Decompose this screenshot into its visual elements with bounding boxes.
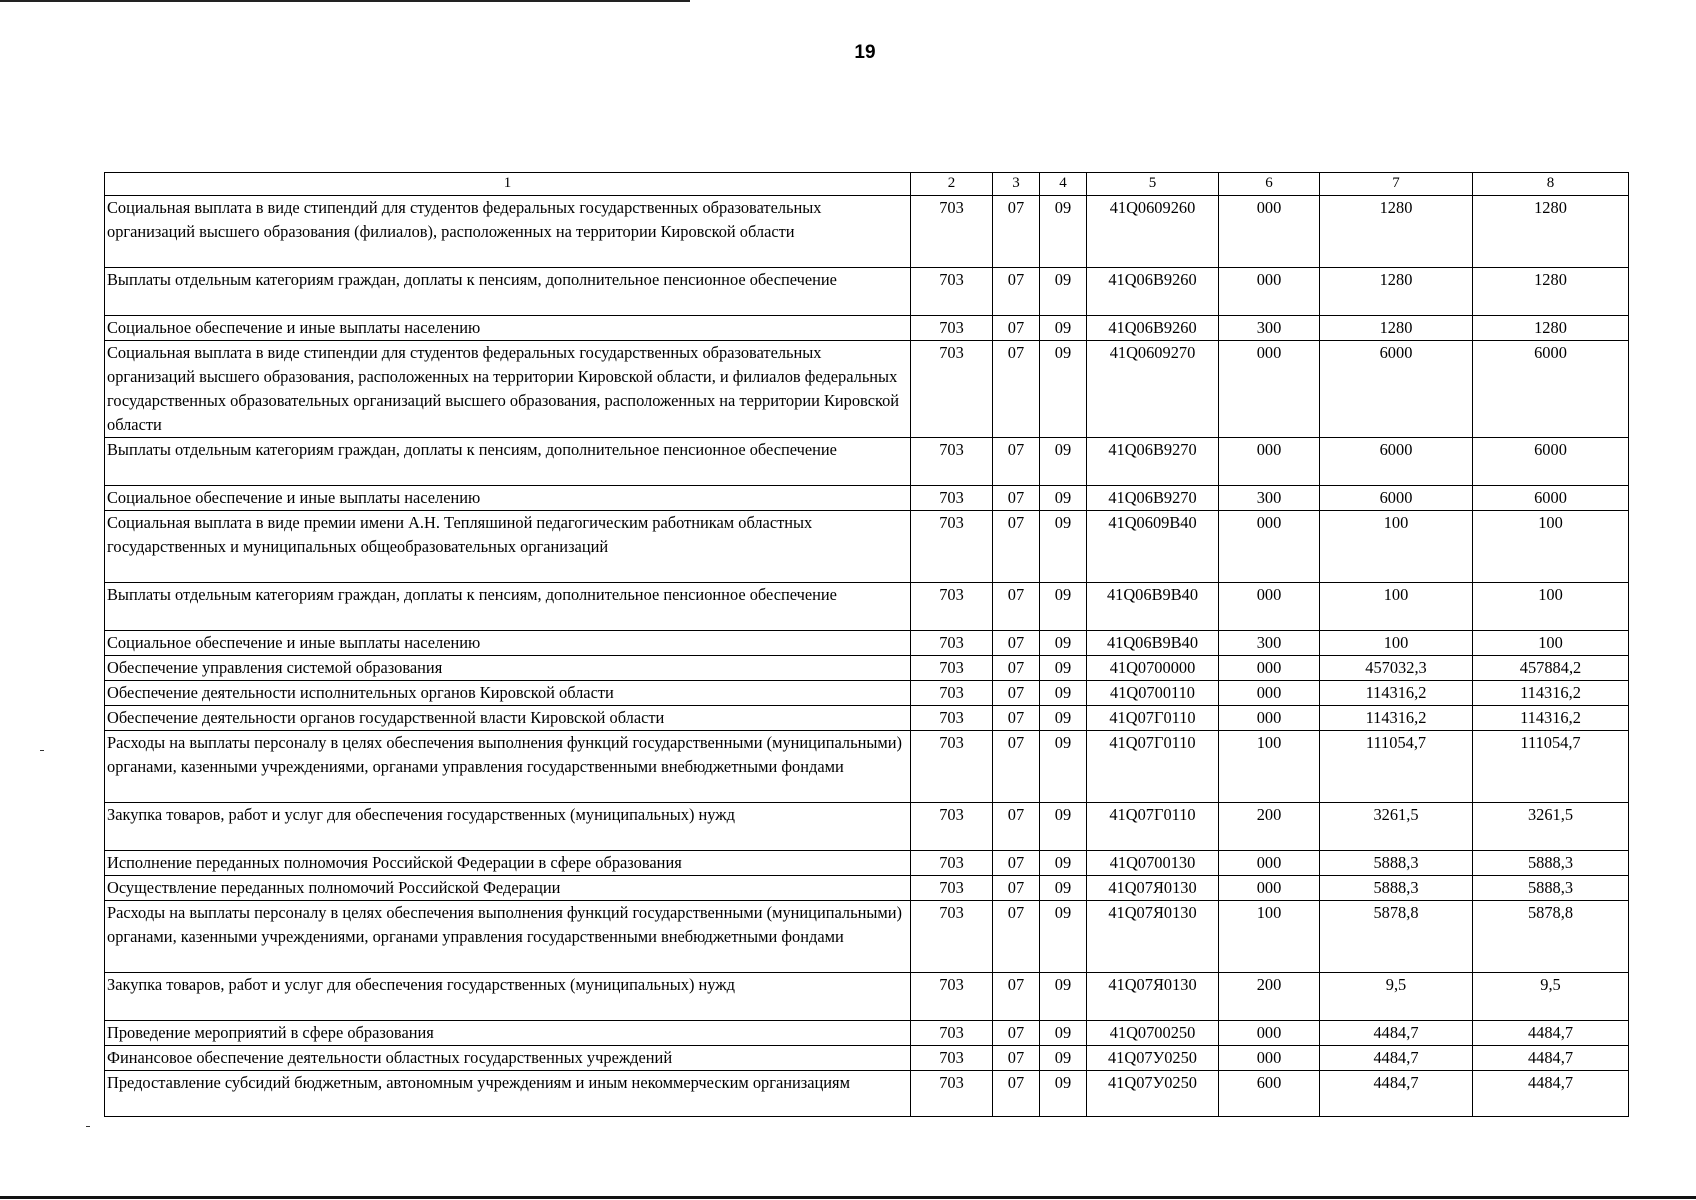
- section-cell: 07: [993, 681, 1040, 706]
- amount-cell-col8: 6000: [1473, 486, 1629, 511]
- expense-type-cell: 000: [1219, 268, 1320, 316]
- target-article-cell: 41Q07У0250: [1087, 1071, 1219, 1117]
- amount-cell-col8: 100: [1473, 511, 1629, 583]
- code-cell: 703: [911, 196, 993, 268]
- subsection-cell: 09: [1040, 196, 1087, 268]
- code-cell: 703: [911, 656, 993, 681]
- amount-cell-col7: 100: [1320, 631, 1473, 656]
- expense-type-cell: 000: [1219, 1046, 1320, 1071]
- amount-cell-col7: 1280: [1320, 196, 1473, 268]
- table-row: [105, 631, 1629, 656]
- row-name-cell: Социальное обеспечение и иные выплаты населению: [105, 631, 911, 656]
- target-article-cell: 41Q0609270: [1087, 341, 1219, 438]
- row-name-cell: Предоставление субсидий бюджетным, автономным учреждениям и иным некоммерческим организациям: [105, 1071, 911, 1117]
- table-row: [105, 438, 1629, 486]
- target-article-cell: 41Q07Я0130: [1087, 973, 1219, 1021]
- code-cell: 703: [911, 901, 993, 973]
- expense-type-cell: 300: [1219, 631, 1320, 656]
- amount-cell-col8: 1280: [1473, 196, 1629, 268]
- expense-type-cell: 600: [1219, 1071, 1320, 1117]
- table-row: [105, 706, 1629, 731]
- expense-type-cell: 000: [1219, 681, 1320, 706]
- amount-cell-col7: 114316,2: [1320, 681, 1473, 706]
- section-cell: 07: [993, 438, 1040, 486]
- amount-cell-col8: 4484,7: [1473, 1071, 1629, 1117]
- target-article-cell: 41Q06B9260: [1087, 268, 1219, 316]
- target-article-cell: 41Q06B9270: [1087, 438, 1219, 486]
- target-article-cell: 41Q06B9270: [1087, 486, 1219, 511]
- target-article-cell: 41Q0609260: [1087, 196, 1219, 268]
- row-name-cell: Закупка товаров, работ и услуг для обеспечения государственных (муниципальных) нужд: [105, 803, 911, 851]
- subsection-cell: 09: [1040, 438, 1087, 486]
- amount-cell-col7: 457032,3: [1320, 656, 1473, 681]
- subsection-cell: 09: [1040, 851, 1087, 876]
- table-row: [105, 731, 1629, 803]
- amount-cell-col7: 5888,3: [1320, 851, 1473, 876]
- expense-type-cell: 300: [1219, 316, 1320, 341]
- column-header: 8: [1473, 173, 1629, 196]
- code-cell: 703: [911, 486, 993, 511]
- expense-type-cell: 200: [1219, 803, 1320, 851]
- amount-cell-col8: 1280: [1473, 316, 1629, 341]
- code-cell: 703: [911, 438, 993, 486]
- row-name-cell: Выплаты отдельным категориям граждан, доплаты к пенсиям, дополнительное пенсионное обеспечение: [105, 268, 911, 316]
- row-name-cell: Осуществление переданных полномочий Российской Федерации: [105, 876, 911, 901]
- amount-cell-col8: 6000: [1473, 341, 1629, 438]
- section-cell: 07: [993, 901, 1040, 973]
- table-body: [105, 196, 1629, 1117]
- target-article-cell: 41Q07У0250: [1087, 1046, 1219, 1071]
- amount-cell-col8: 100: [1473, 583, 1629, 631]
- table-row: [105, 851, 1629, 876]
- amount-cell-col7: 111054,7: [1320, 731, 1473, 803]
- amount-cell-col8: 6000: [1473, 438, 1629, 486]
- section-cell: 07: [993, 341, 1040, 438]
- amount-cell-col8: 4484,7: [1473, 1021, 1629, 1046]
- row-name-cell: Исполнение переданных полномочия Российской Федерации в сфере образования: [105, 851, 911, 876]
- table-row: [105, 973, 1629, 1021]
- expense-type-cell: 200: [1219, 973, 1320, 1021]
- section-cell: 07: [993, 1021, 1040, 1046]
- expense-type-cell: 000: [1219, 1021, 1320, 1046]
- table-row: [105, 803, 1629, 851]
- subsection-cell: 09: [1040, 731, 1087, 803]
- amount-cell-col7: 114316,2: [1320, 706, 1473, 731]
- section-cell: 07: [993, 731, 1040, 803]
- amount-cell-col7: 6000: [1320, 486, 1473, 511]
- amount-cell-col7: 4484,7: [1320, 1071, 1473, 1117]
- section-cell: 07: [993, 486, 1040, 511]
- target-article-cell: 41Q07Г0110: [1087, 731, 1219, 803]
- row-name-cell: Расходы на выплаты персоналу в целях обеспечения выполнения функций государственными (муниципальными) органами, казенными учреждениями, органами управления государственными внебюджетными фондами: [105, 901, 911, 973]
- section-cell: 07: [993, 876, 1040, 901]
- subsection-cell: 09: [1040, 681, 1087, 706]
- code-cell: 703: [911, 511, 993, 583]
- row-name-cell: Финансовое обеспечение деятельности областных государственных учреждений: [105, 1046, 911, 1071]
- scan-edge-top: [0, 0, 690, 2]
- target-article-cell: 41Q0609B40: [1087, 511, 1219, 583]
- row-name-cell: Обеспечение управления системой образования: [105, 656, 911, 681]
- section-cell: 07: [993, 803, 1040, 851]
- expense-type-cell: 000: [1219, 196, 1320, 268]
- column-header: 3: [993, 173, 1040, 196]
- subsection-cell: 09: [1040, 631, 1087, 656]
- column-header: 5: [1087, 173, 1219, 196]
- expense-type-cell: 100: [1219, 901, 1320, 973]
- column-header: 6: [1219, 173, 1320, 196]
- row-name-cell: Социальная выплата в виде стипендии для студентов федеральных государственных образовательных организаций высшего образования, расположенных на территории Кировской области, и филиалов федеральных государственных образовательных организаций высшего образования, расположенных на территории Кировской области: [105, 341, 911, 438]
- row-name-cell: Социальное обеспечение и иные выплаты населению: [105, 486, 911, 511]
- amount-cell-col7: 100: [1320, 583, 1473, 631]
- amount-cell-col7: 1280: [1320, 268, 1473, 316]
- table-row: [105, 511, 1629, 583]
- column-header: 2: [911, 173, 993, 196]
- table-row: [105, 1046, 1629, 1071]
- expense-type-cell: 000: [1219, 876, 1320, 901]
- code-cell: 703: [911, 1046, 993, 1071]
- subsection-cell: 09: [1040, 486, 1087, 511]
- scan-speck: [86, 1126, 90, 1127]
- row-name-cell: Социальное обеспечение и иные выплаты населению: [105, 316, 911, 341]
- code-cell: 703: [911, 316, 993, 341]
- amount-cell-col7: 6000: [1320, 341, 1473, 438]
- row-name-cell: Социальная выплата в виде премии имени А.Н. Тепляшиной педагогическим работникам областных государственных и муниципальных общеобразовательных организаций: [105, 511, 911, 583]
- amount-cell-col8: 111054,7: [1473, 731, 1629, 803]
- code-cell: 703: [911, 341, 993, 438]
- expense-type-cell: 000: [1219, 438, 1320, 486]
- section-cell: 07: [993, 973, 1040, 1021]
- subsection-cell: 09: [1040, 316, 1087, 341]
- table-row: [105, 681, 1629, 706]
- amount-cell-col7: 1280: [1320, 316, 1473, 341]
- target-article-cell: 41Q06B9260: [1087, 316, 1219, 341]
- code-cell: 703: [911, 731, 993, 803]
- row-name-cell: Закупка товаров, работ и услуг для обеспечения государственных (муниципальных) нужд: [105, 973, 911, 1021]
- amount-cell-col8: 457884,2: [1473, 656, 1629, 681]
- target-article-cell: 41Q07Г0110: [1087, 706, 1219, 731]
- scan-speck: [40, 750, 44, 751]
- section-cell: 07: [993, 316, 1040, 341]
- section-cell: 07: [993, 268, 1040, 316]
- subsection-cell: 09: [1040, 341, 1087, 438]
- amount-cell-col8: 9,5: [1473, 973, 1629, 1021]
- amount-cell-col8: 1280: [1473, 268, 1629, 316]
- target-article-cell: 41Q0700110: [1087, 681, 1219, 706]
- amount-cell-col7: 100: [1320, 511, 1473, 583]
- page-number: 19: [854, 42, 876, 63]
- section-cell: 07: [993, 631, 1040, 656]
- subsection-cell: 09: [1040, 876, 1087, 901]
- table-row: [105, 196, 1629, 268]
- subsection-cell: 09: [1040, 973, 1087, 1021]
- amount-cell-col8: 5878,8: [1473, 901, 1629, 973]
- table-row: [105, 268, 1629, 316]
- code-cell: 703: [911, 681, 993, 706]
- table-row: [105, 341, 1629, 438]
- code-cell: 703: [911, 851, 993, 876]
- expense-type-cell: 000: [1219, 511, 1320, 583]
- section-cell: 07: [993, 511, 1040, 583]
- amount-cell-col7: 5878,8: [1320, 901, 1473, 973]
- amount-cell-col7: 4484,7: [1320, 1021, 1473, 1046]
- expense-type-cell: 300: [1219, 486, 1320, 511]
- expense-type-cell: 000: [1219, 583, 1320, 631]
- column-header: 4: [1040, 173, 1087, 196]
- expense-type-cell: 000: [1219, 706, 1320, 731]
- section-cell: 07: [993, 1046, 1040, 1071]
- code-cell: 703: [911, 631, 993, 656]
- amount-cell-col8: 114316,2: [1473, 681, 1629, 706]
- code-cell: 703: [911, 973, 993, 1021]
- code-cell: 703: [911, 876, 993, 901]
- expense-type-cell: 000: [1219, 341, 1320, 438]
- amount-cell-col7: 5888,3: [1320, 876, 1473, 901]
- code-cell: 703: [911, 268, 993, 316]
- target-article-cell: 41Q06B9B40: [1087, 631, 1219, 656]
- amount-cell-col8: 5888,3: [1473, 876, 1629, 901]
- row-name-cell: Выплаты отдельным категориям граждан, доплаты к пенсиям, дополнительное пенсионное обеспечение: [105, 438, 911, 486]
- target-article-cell: 41Q0700000: [1087, 656, 1219, 681]
- subsection-cell: 09: [1040, 656, 1087, 681]
- table-row: [105, 316, 1629, 341]
- expense-type-cell: 100: [1219, 731, 1320, 803]
- row-name-cell: Проведение мероприятий в сфере образования: [105, 1021, 911, 1046]
- amount-cell-col8: 4484,7: [1473, 1046, 1629, 1071]
- code-cell: 703: [911, 706, 993, 731]
- table-row: [105, 583, 1629, 631]
- table-row: [105, 901, 1629, 973]
- scan-edge-bottom: [0, 1196, 1696, 1199]
- column-header: 7: [1320, 173, 1473, 196]
- section-cell: 07: [993, 196, 1040, 268]
- section-cell: 07: [993, 583, 1040, 631]
- amount-cell-col8: 100: [1473, 631, 1629, 656]
- code-cell: 703: [911, 583, 993, 631]
- section-cell: 07: [993, 656, 1040, 681]
- expense-type-cell: 000: [1219, 656, 1320, 681]
- section-cell: 07: [993, 851, 1040, 876]
- amount-cell-col7: 3261,5: [1320, 803, 1473, 851]
- code-cell: 703: [911, 803, 993, 851]
- row-name-cell: Обеспечение деятельности органов государственной власти Кировской области: [105, 706, 911, 731]
- amount-cell-col8: 5888,3: [1473, 851, 1629, 876]
- subsection-cell: 09: [1040, 511, 1087, 583]
- subsection-cell: 09: [1040, 268, 1087, 316]
- amount-cell-col7: 4484,7: [1320, 1046, 1473, 1071]
- row-name-cell: Обеспечение деятельности исполнительных органов Кировской области: [105, 681, 911, 706]
- subsection-cell: 09: [1040, 583, 1087, 631]
- amount-cell-col8: 114316,2: [1473, 706, 1629, 731]
- table-row: [105, 876, 1629, 901]
- table-row: [105, 1021, 1629, 1046]
- amount-cell-col7: 9,5: [1320, 973, 1473, 1021]
- table-header-row: [105, 173, 1629, 196]
- subsection-cell: 09: [1040, 1021, 1087, 1046]
- amount-cell-col8: 3261,5: [1473, 803, 1629, 851]
- budget-table: [104, 172, 1629, 1117]
- subsection-cell: 09: [1040, 706, 1087, 731]
- subsection-cell: 09: [1040, 1046, 1087, 1071]
- row-name-cell: Социальная выплата в виде стипендий для студентов федеральных государственных образовательных организаций высшего образования (филиалов), расположенных на территории Кировской области: [105, 196, 911, 268]
- subsection-cell: 09: [1040, 901, 1087, 973]
- table-row: [105, 1071, 1629, 1117]
- expense-type-cell: 000: [1219, 851, 1320, 876]
- code-cell: 703: [911, 1071, 993, 1117]
- code-cell: 703: [911, 1021, 993, 1046]
- subsection-cell: 09: [1040, 1071, 1087, 1117]
- row-name-cell: Расходы на выплаты персоналу в целях обеспечения выполнения функций государственными (муниципальными) органами, казенными учреждениями, органами управления государственными внебюджетными фондами: [105, 731, 911, 803]
- section-cell: 07: [993, 706, 1040, 731]
- table-row: [105, 486, 1629, 511]
- target-article-cell: 41Q0700250: [1087, 1021, 1219, 1046]
- row-name-cell: Выплаты отдельным категориям граждан, доплаты к пенсиям, дополнительное пенсионное обеспечение: [105, 583, 911, 631]
- target-article-cell: 41Q0700130: [1087, 851, 1219, 876]
- target-article-cell: 41Q06B9B40: [1087, 583, 1219, 631]
- target-article-cell: 41Q07Г0110: [1087, 803, 1219, 851]
- target-article-cell: 41Q07Я0130: [1087, 876, 1219, 901]
- subsection-cell: 09: [1040, 803, 1087, 851]
- table-row: [105, 656, 1629, 681]
- amount-cell-col7: 6000: [1320, 438, 1473, 486]
- section-cell: 07: [993, 1071, 1040, 1117]
- target-article-cell: 41Q07Я0130: [1087, 901, 1219, 973]
- column-header: 1: [105, 173, 911, 196]
